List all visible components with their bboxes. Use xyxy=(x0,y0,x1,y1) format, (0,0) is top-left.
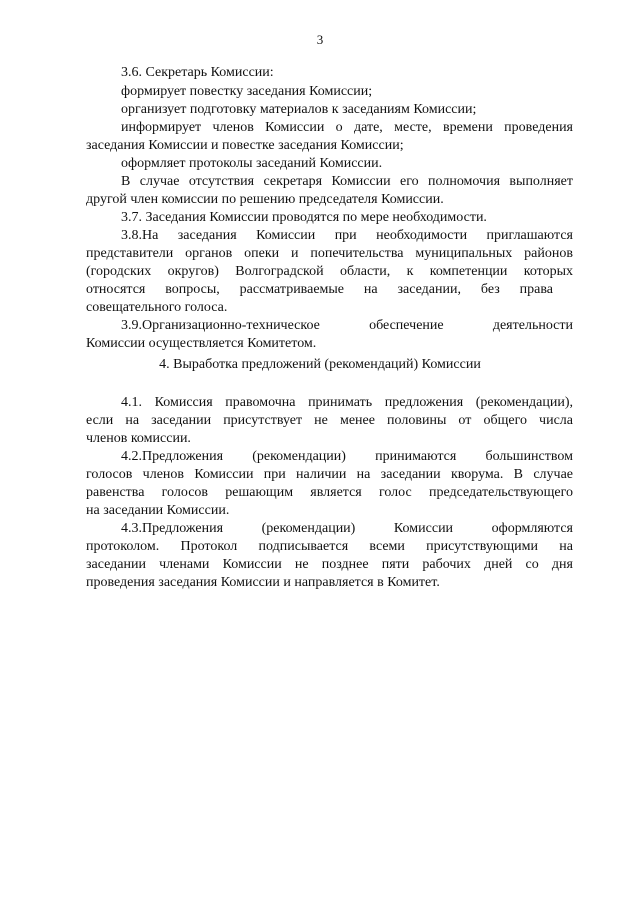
paragraph-line: организует подготовку материалов к заседаниям Комиссии; xyxy=(121,102,477,117)
paragraph-line: членов комиссии. xyxy=(86,431,191,446)
paragraph-line: В случае отсутствия секретаря Комиссии его полномочия выполняет xyxy=(121,174,573,189)
paragraph-line: оформляет протоколы заседаний Комиссии. xyxy=(121,156,383,171)
paragraph-line: 4.3.Предложения (рекомендации) Комиссии оформляются xyxy=(121,521,573,536)
paragraph-line: заседания Комиссии и повестке заседания Комиссии; xyxy=(86,138,404,153)
paragraph-line: 4.2.Предложения (рекомендации) принимаются большинством xyxy=(121,449,573,464)
paragraph-line: заседании членами Комиссии не позднее пяти рабочих дней со дня xyxy=(86,557,573,572)
paragraph-line: 3.9.Организационно-техническое обеспечение деятельности xyxy=(121,318,573,333)
paragraph-line: Комиссии осуществляется Комитетом. xyxy=(86,336,317,351)
paragraph-line: если на заседании присутствует не менее половины от общего числа xyxy=(86,413,573,428)
paragraph-line: 3.7. Заседания Комиссии проводятся по мере необходимости. xyxy=(121,210,487,225)
paragraph-line: другой член комиссии по решению председателя Комиссии. xyxy=(86,192,444,207)
paragraph-line: представители органов опеки и попечительства муниципальных районов xyxy=(86,246,573,261)
paragraph-line: 4.1. Комиссия правомочна принимать предложения (рекомендации), xyxy=(121,395,573,410)
paragraph-line: 3.8.На заседания Комиссии при необходимости приглашаются xyxy=(121,228,573,243)
paragraph-line: проведения заседания Комиссии и направляется в Комитет. xyxy=(86,575,440,590)
paragraph-line: информирует членов Комиссии о дате, месте, времени проведения xyxy=(121,120,573,135)
paragraph-line: формирует повестку заседания Комиссии; xyxy=(121,84,373,99)
paragraph-line: на заседании Комиссии. xyxy=(86,503,230,518)
paragraph-line: относятся вопросы, рассматриваемые на заседании, без права xyxy=(86,282,553,297)
paragraph-line: протоколом. Протокол подписывается всеми присутствующими на xyxy=(86,539,573,554)
paragraph-line: равенства голосов решающим является голос председательствующего xyxy=(86,485,573,500)
page-number: 3 xyxy=(316,32,324,47)
section-heading: 4. Выработка предложений (рекомендаций) Комиссии xyxy=(159,357,481,372)
paragraph-line: голосов членов Комиссии при наличии на заседании кворума. В случае xyxy=(86,467,573,482)
paragraph-line: 3.6. Секретарь Комиссии: xyxy=(121,65,274,80)
paragraph-line: (городских округов) Волгоградской области, к компетенции которых xyxy=(86,264,573,279)
paragraph-line: совещательного голоса. xyxy=(86,300,228,315)
